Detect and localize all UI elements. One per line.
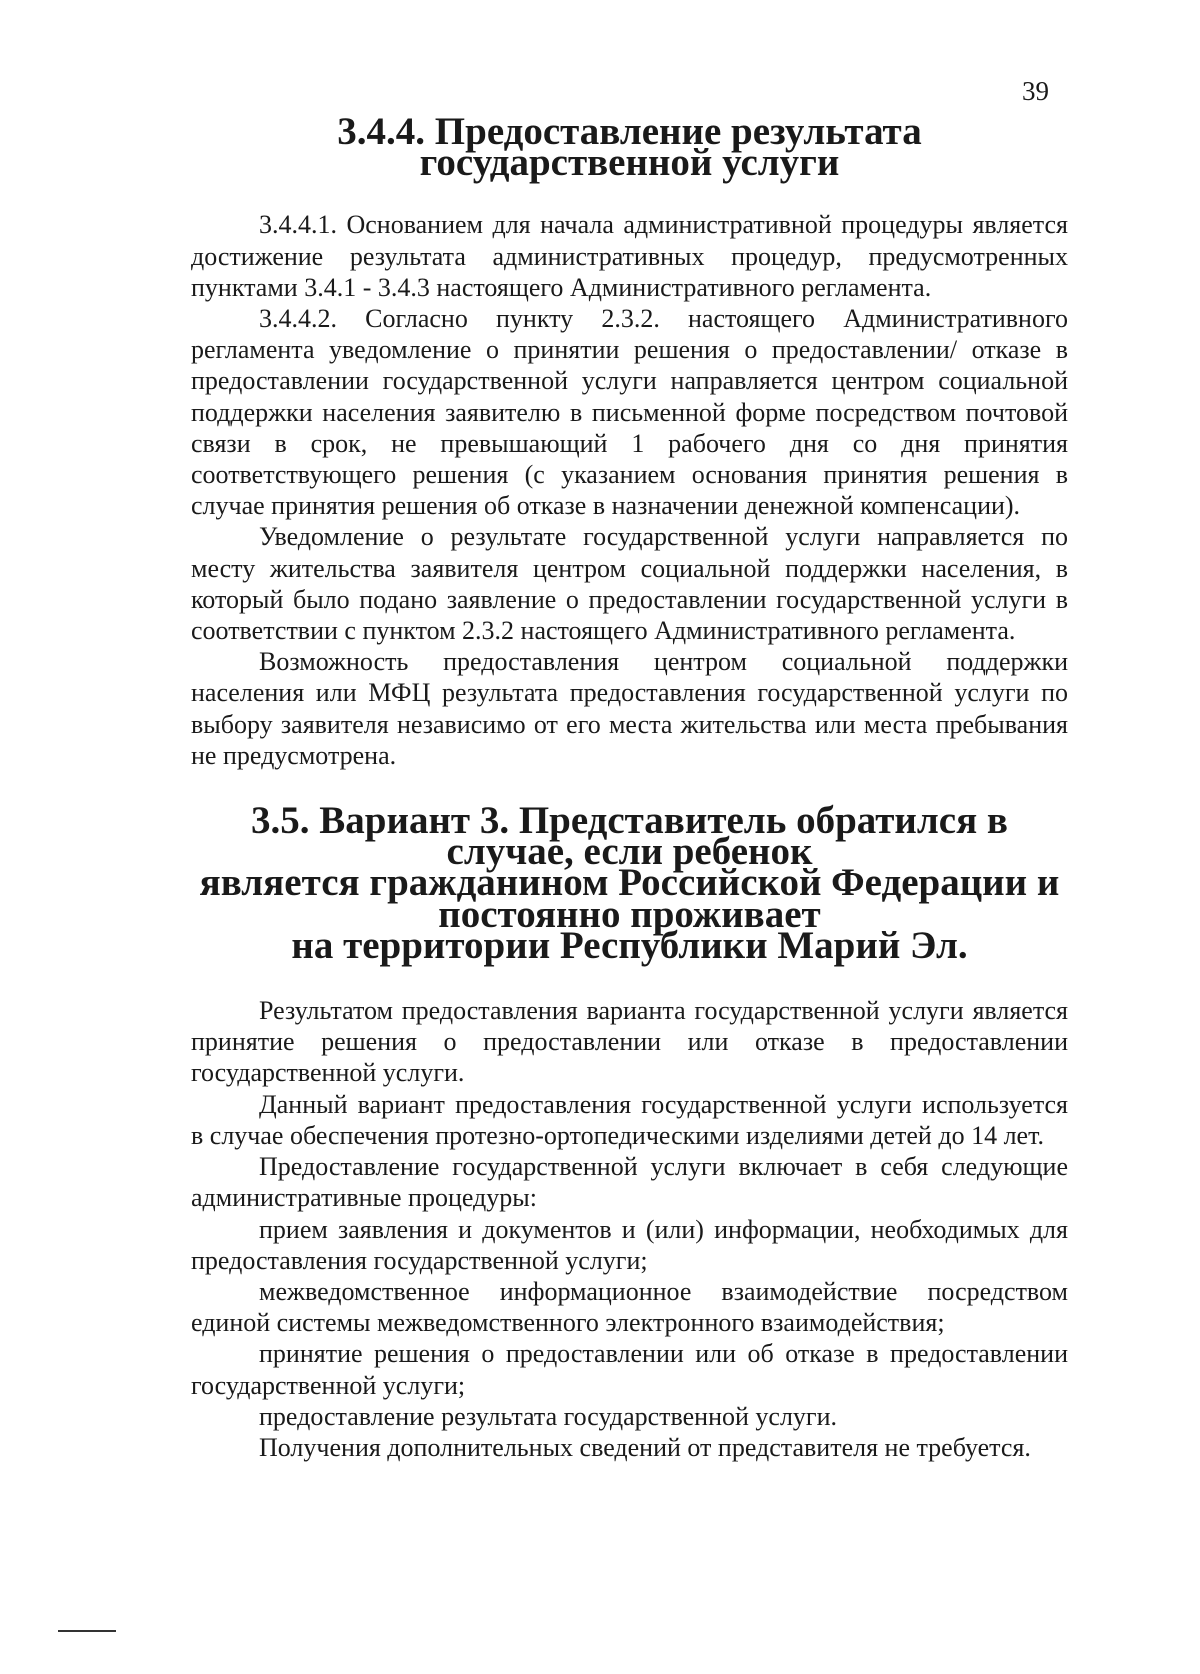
section-3-5-heading	[191, 799, 1068, 967]
paragraph-procedures-intro: Предоставление государственной услуги включает в себя следующие административные процедуры:	[191, 1152, 1068, 1213]
section-3-5-heading-line-3: на территории Республики Марий Эл.	[291, 923, 968, 967]
page-number: 39	[1022, 76, 1049, 106]
paragraph-possibility: Возможность предоставления центром социальной поддержки населения или МФЦ результата предоставления государственной услуги по выбору заявителя независимо от его места жительства или места пребывания не предусмотрена.	[191, 647, 1068, 770]
section-3-5-heading-line-2: является гражданином Российской Федерации и постоянно проживает	[199, 861, 1060, 936]
paragraph-no-extra-info: Получения дополнительных сведений от представителя не требуется.	[259, 1432, 1031, 1462]
paragraph-3-4-4-1: 3.4.4.1. Основанием для начала административной процедуры является достижение результата административных процедур, предусмотренных пунктами 3.4.1 - 3.4.3 настоящего Административного регламента.	[191, 210, 1068, 302]
list-item-interagency: межведомственное информационное взаимодействие посредством единой системы межведомственного электронного взаимодействия;	[191, 1276, 1068, 1338]
section-3-4-4-heading: 3.4.4. Предоставление результата государственной услуги	[337, 110, 922, 185]
paragraph-notification: Уведомление о результате государственной услуги направляется по месту жительства заявителя центром социальной поддержки населения, в который было подано заявление о предоставлении государственной услуги в соответствии с пунктом 2.3.2 настоящего Административного регламента.	[191, 522, 1068, 646]
list-item-result: предоставление результата государственной услуги.	[259, 1401, 838, 1431]
section-3-5-heading-line-1: 3.5. Вариант 3. Представитель обратился в случае, если ребенок	[251, 799, 1008, 874]
list-item-reception: прием заявления и документов и (или) информации, необходимых для предоставления государственной услуги;	[191, 1214, 1068, 1275]
paragraph-variant-usage: Данный вариант предоставления государственной услуги используется в случае обеспечения протезно-ортопедическими изделиями детей до 14 лет.	[191, 1089, 1068, 1150]
list-item-decision: принятие решения о предоставлении или об отказе в предоставлении государственной услуги;	[191, 1339, 1068, 1400]
paragraph-result: Результатом предоставления варианта государственной услуги является принятие решения о предоставлении или отказе в предоставлении государственной услуги.	[191, 996, 1068, 1088]
document-body	[191, 110, 1068, 1463]
footer-rule	[58, 1630, 116, 1632]
paragraph-3-4-4-2: 3.4.4.2. Согласно пункту 2.3.2. настоящего Административного регламента уведомление о принятии решения о предоставлении/ отказе в предоставлении государственной услуги направляется центром социальной поддержки населения заявителю в письменной форме посредством почтовой связи в срок, не превышающий 1 рабочего дня со дня принятия соответствующего решения (с указанием основания принятия решения в случае принятия решения об отказе в назначении денежной компенсации).	[191, 304, 1068, 521]
